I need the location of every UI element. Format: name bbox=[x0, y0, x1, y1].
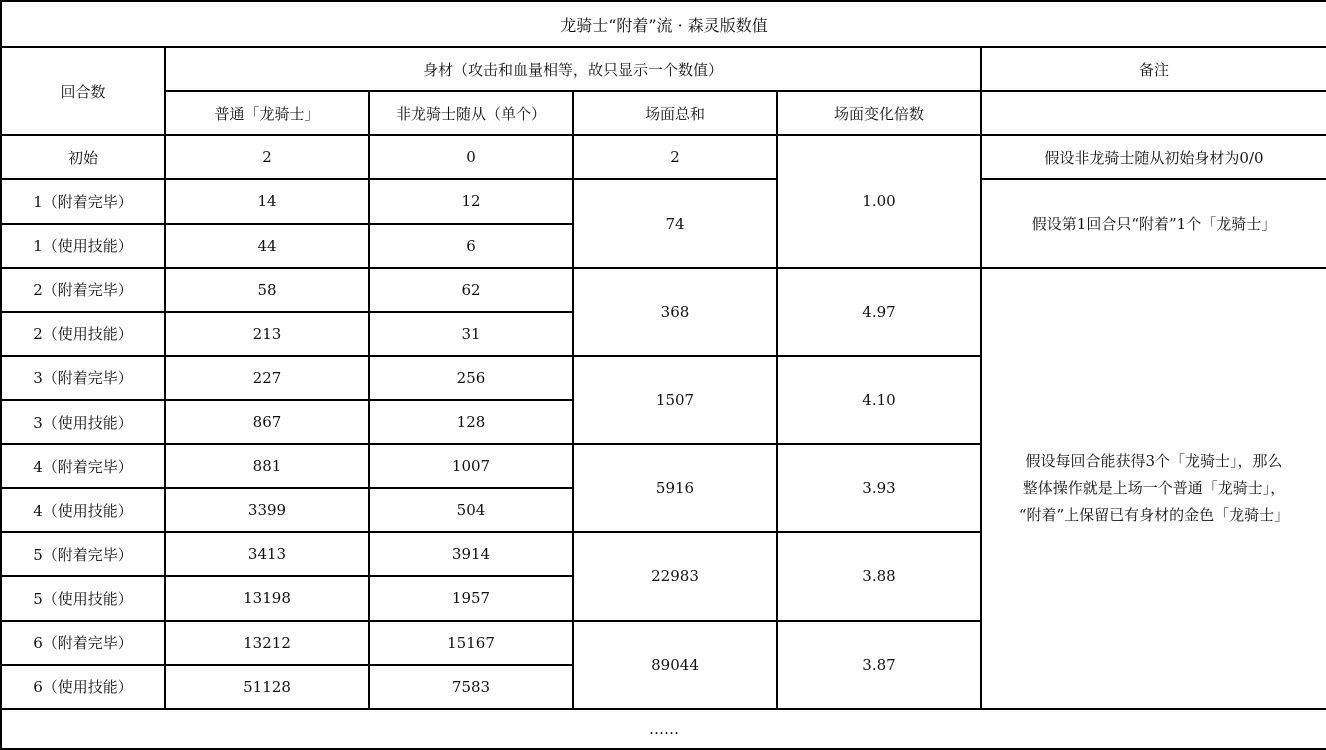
note-cell: 假设第1回合只“附着”1个「龙骑士」 bbox=[981, 179, 1326, 267]
multiplier-cell: 1.00 bbox=[777, 135, 981, 267]
minion-cell: 6 bbox=[369, 224, 573, 268]
round-cell: 5（附着完毕） bbox=[1, 532, 165, 576]
normal-cell: 227 bbox=[165, 356, 369, 400]
normal-cell: 867 bbox=[165, 400, 369, 444]
minion-cell: 504 bbox=[369, 488, 573, 532]
normal-cell: 3413 bbox=[165, 532, 369, 576]
table-row bbox=[1, 268, 1326, 312]
minion-cell: 3914 bbox=[369, 532, 573, 576]
total-cell: 1507 bbox=[573, 356, 777, 444]
normal-cell: 213 bbox=[165, 312, 369, 356]
total-cell: 368 bbox=[573, 268, 777, 356]
normal-cell: 44 bbox=[165, 224, 369, 268]
multiplier-cell: 3.88 bbox=[777, 532, 981, 620]
header-notes-sub bbox=[981, 91, 1326, 135]
total-cell: 74 bbox=[573, 179, 777, 267]
header-stats-group: 身材（攻击和血量相等，故只显示一个数值） bbox=[165, 47, 981, 91]
round-cell: 4（附着完毕） bbox=[1, 444, 165, 488]
header-total: 场面总和 bbox=[573, 91, 777, 135]
header-multiplier: 场面变化倍数 bbox=[777, 91, 981, 135]
round-cell: 2（使用技能） bbox=[1, 312, 165, 356]
total-cell: 89044 bbox=[573, 621, 777, 709]
round-cell: 3（附着完毕） bbox=[1, 356, 165, 400]
minion-cell: 62 bbox=[369, 268, 573, 312]
minion-cell: 128 bbox=[369, 400, 573, 444]
round-cell: 1（使用技能） bbox=[1, 224, 165, 268]
normal-cell: 58 bbox=[165, 268, 369, 312]
minion-cell: 7583 bbox=[369, 665, 573, 709]
multiplier-cell: 3.87 bbox=[777, 621, 981, 709]
minion-cell: 1957 bbox=[369, 576, 573, 620]
minion-cell: 0 bbox=[369, 135, 573, 179]
note-cell-later bbox=[981, 268, 1326, 709]
minion-cell: 15167 bbox=[369, 621, 573, 665]
header-round: 回合数 bbox=[1, 47, 165, 135]
header-notes: 备注 bbox=[981, 47, 1326, 91]
round-cell: 5（使用技能） bbox=[1, 576, 165, 620]
round-cell: 6（附着完毕） bbox=[1, 621, 165, 665]
normal-cell: 14 bbox=[165, 179, 369, 223]
normal-cell: 2 bbox=[165, 135, 369, 179]
header-normal-dragoon: 普通「龙骑士」 bbox=[165, 91, 369, 135]
note-line: “附着”上保留已有身材的金色「龙骑士」 bbox=[1018, 505, 1290, 524]
round-cell: 1（附着完毕） bbox=[1, 179, 165, 223]
note-line: 假设每回合能获得3个「龙骑士」，那么 bbox=[1025, 451, 1283, 470]
total-cell: 22983 bbox=[573, 532, 777, 620]
header-minion: 非龙骑士随从（单个） bbox=[369, 91, 573, 135]
normal-cell: 13198 bbox=[165, 576, 369, 620]
minion-cell: 12 bbox=[369, 179, 573, 223]
table-footer-ellipsis: …… bbox=[1, 709, 1326, 749]
round-cell: 3（使用技能） bbox=[1, 400, 165, 444]
minion-cell: 31 bbox=[369, 312, 573, 356]
normal-cell: 881 bbox=[165, 444, 369, 488]
multiplier-cell: 4.97 bbox=[777, 268, 981, 356]
minion-cell: 256 bbox=[369, 356, 573, 400]
table-title: 龙骑士“附着”流 · 森灵版数值 bbox=[1, 1, 1326, 47]
normal-cell: 13212 bbox=[165, 621, 369, 665]
table-row bbox=[1, 179, 1326, 223]
minion-cell: 1007 bbox=[369, 444, 573, 488]
round-cell: 4（使用技能） bbox=[1, 488, 165, 532]
total-cell: 5916 bbox=[573, 444, 777, 532]
round-cell: 2（附着完毕） bbox=[1, 268, 165, 312]
note-line: 整体操作就是上场一个普通「龙骑士」， bbox=[1022, 478, 1286, 497]
total-cell: 2 bbox=[573, 135, 777, 179]
multiplier-cell: 3.93 bbox=[777, 444, 981, 532]
normal-cell: 51128 bbox=[165, 665, 369, 709]
table-row bbox=[1, 135, 1326, 179]
note-cell: 假设非龙骑士随从初始身材为0/0 bbox=[981, 135, 1326, 179]
normal-cell: 3399 bbox=[165, 488, 369, 532]
round-cell: 初始 bbox=[1, 135, 165, 179]
multiplier-cell: 4.10 bbox=[777, 356, 981, 444]
round-cell: 6（使用技能） bbox=[1, 665, 165, 709]
